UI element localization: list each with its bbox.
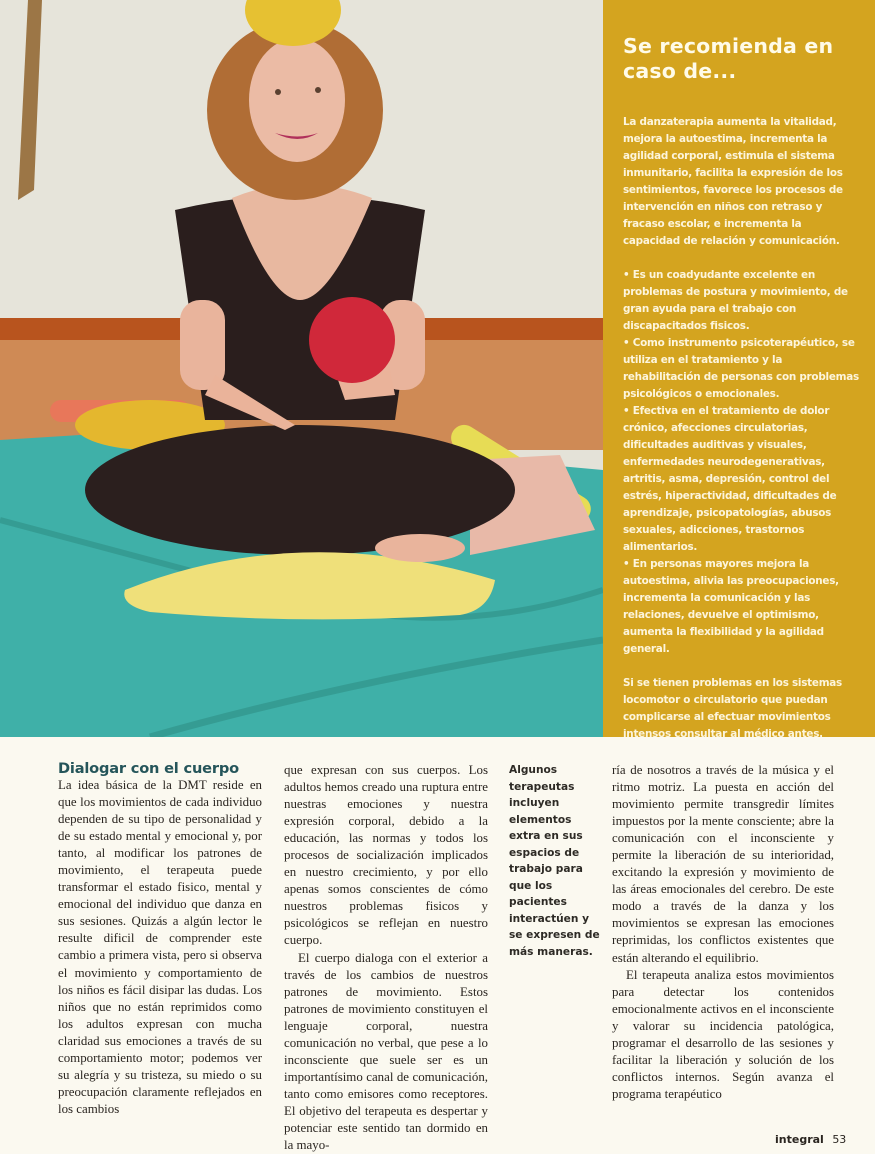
article-column-2 [284, 762, 488, 1154]
magazine-brand: integral [775, 1133, 824, 1146]
sidebar-intro: La danzaterapia aumenta la vitalidad, mejora la autoestima, incrementa la agilidad corporal, estimula el sistema inmunitario, facilita la expresión de los sentimientos, favorece los procesos de intervención en niños con retraso y fracaso escolar, e incrementa la capacidad de relación y comunicación. [623, 116, 843, 247]
sidebar-bullet: • Como instrumento psicoterapéutico, se utiliza en el tratamiento y la rehabilitación de personas con problemas psicológicos o emocionales. [623, 337, 859, 400]
paragraph: El terapeuta analiza estos movimientos para detectar los contenidos emocionalmente activos en el inconsciente y valorar su incidencia patológica, programar el desarrollo de las sesiones y facilitar la liberación y solución de los conflictos internos. Según avanza el programa terapéutico [612, 967, 834, 1101]
paragraph: El cuerpo dialoga con el exterior a través de los cambios de nuestros patrones de movimiento. Estos patrones de movimiento constituyen el lenguaje corporal, nuestra comunicación no verbal, que pese a lo inconsciente que suele ser es un importantísimo canal de comunicación, tanto como emisores como receptores. El objetivo del terapeuta es despertar y potenciar este sentido tan dormido en la mayo- [284, 950, 488, 1153]
sidebar-bullet: • En personas mayores mejora la autoestima, alivia las preocupaciones, incrementa la comunicación y las relaciones, devuelve el optimismo, aumenta la flexibilidad y la agilidad general. [623, 558, 839, 655]
page-number: 53 [832, 1133, 847, 1146]
paragraph: ría de nosotros a través de la música y el ritmo motriz. La puesta en acción del movimiento permite transgredir límites impuestos por la mente consciente; abre la comunicación con el inconsciente y permite la liberación de su interioridad, excitando la expresión y movimiento de las áreas emocionales del cerebro. De este modo a través de la danza y los movimientos se expresan las emociones reprimidas, los conflictos existentes que están alterando el equilibrio. [612, 763, 834, 965]
sidebar-bullet: • Efectiva en el tratamiento de dolor crónico, afecciones circulatorias, dificultades auditivas y visuales, enfermedades neurodegenerativas, artritis, asma, depresión, control del estrés, hiperactividad, dificultades de aprendizaje, psicopatologías, abusos sexuales, adicciones, trastornos alimentarios. [623, 405, 837, 553]
pull-quote: Algunos terapeutas incluyen elementos extra en sus espacios de trabajo para que los pacientes interactúen y se expresen de más maneras. [509, 764, 600, 958]
article-column-3 [612, 762, 834, 1103]
sidebar-bullet: • Es un coadyudante excelente en problemas de postura y movimiento, de gran ayuda para el trabajo con discapacitados fisicos. [623, 269, 848, 332]
paragraph: La idea básica de la DMT reside en que los movimientos de cada individuo dependen de su tipo de personalidad y de su estado mental y emocional y, por tanto, al modificar los patrones de movimiento, el terapeuta puede transformar el estado fisico, mental y emocional del individuo que danza en sus sesiones. Quizás a algún lector le resulte dificil de comprender este cambio a primera vista, pero si observa el movimiento y comportamiento de los niños es fácil disipar las dudas. Los niños que no están reprimidos como los adultos expresan con mucha claridad sus emociones a través de su comportamiento motor; podemos ver su alegría y su tristeza, su miedo o su preocupación claramente reflejados en los cambios [58, 778, 262, 1116]
recommendations-sidebar [603, 0, 875, 740]
article-column-1 [58, 760, 262, 1118]
section-heading: Dialogar con el cuerpo [58, 760, 239, 777]
photo-illustration [0, 0, 603, 737]
paragraph: que expresan con sus cuerpos. Los adultos hemos creado una ruptura entre nuestras emociones y nuestra expresión corporal, debido a la educación, las normas y todos los procesos de socialización implicados en nuestro crecimiento, y por ello apenas somos conscientes de cómo nuestros problemas fisicos y psicológicos se reflejan en nuestro cuerpo. [284, 763, 488, 948]
sidebar-warning: Si se tienen problemas en los sistemas locomotor o circulatorio que puedan complicarse al efectuar movimientos intensos consultar al médico antes. [623, 677, 842, 740]
page-footer [775, 1133, 846, 1146]
article-photo [0, 0, 603, 737]
sidebar-title: Se recomienda en caso de... [623, 34, 834, 83]
